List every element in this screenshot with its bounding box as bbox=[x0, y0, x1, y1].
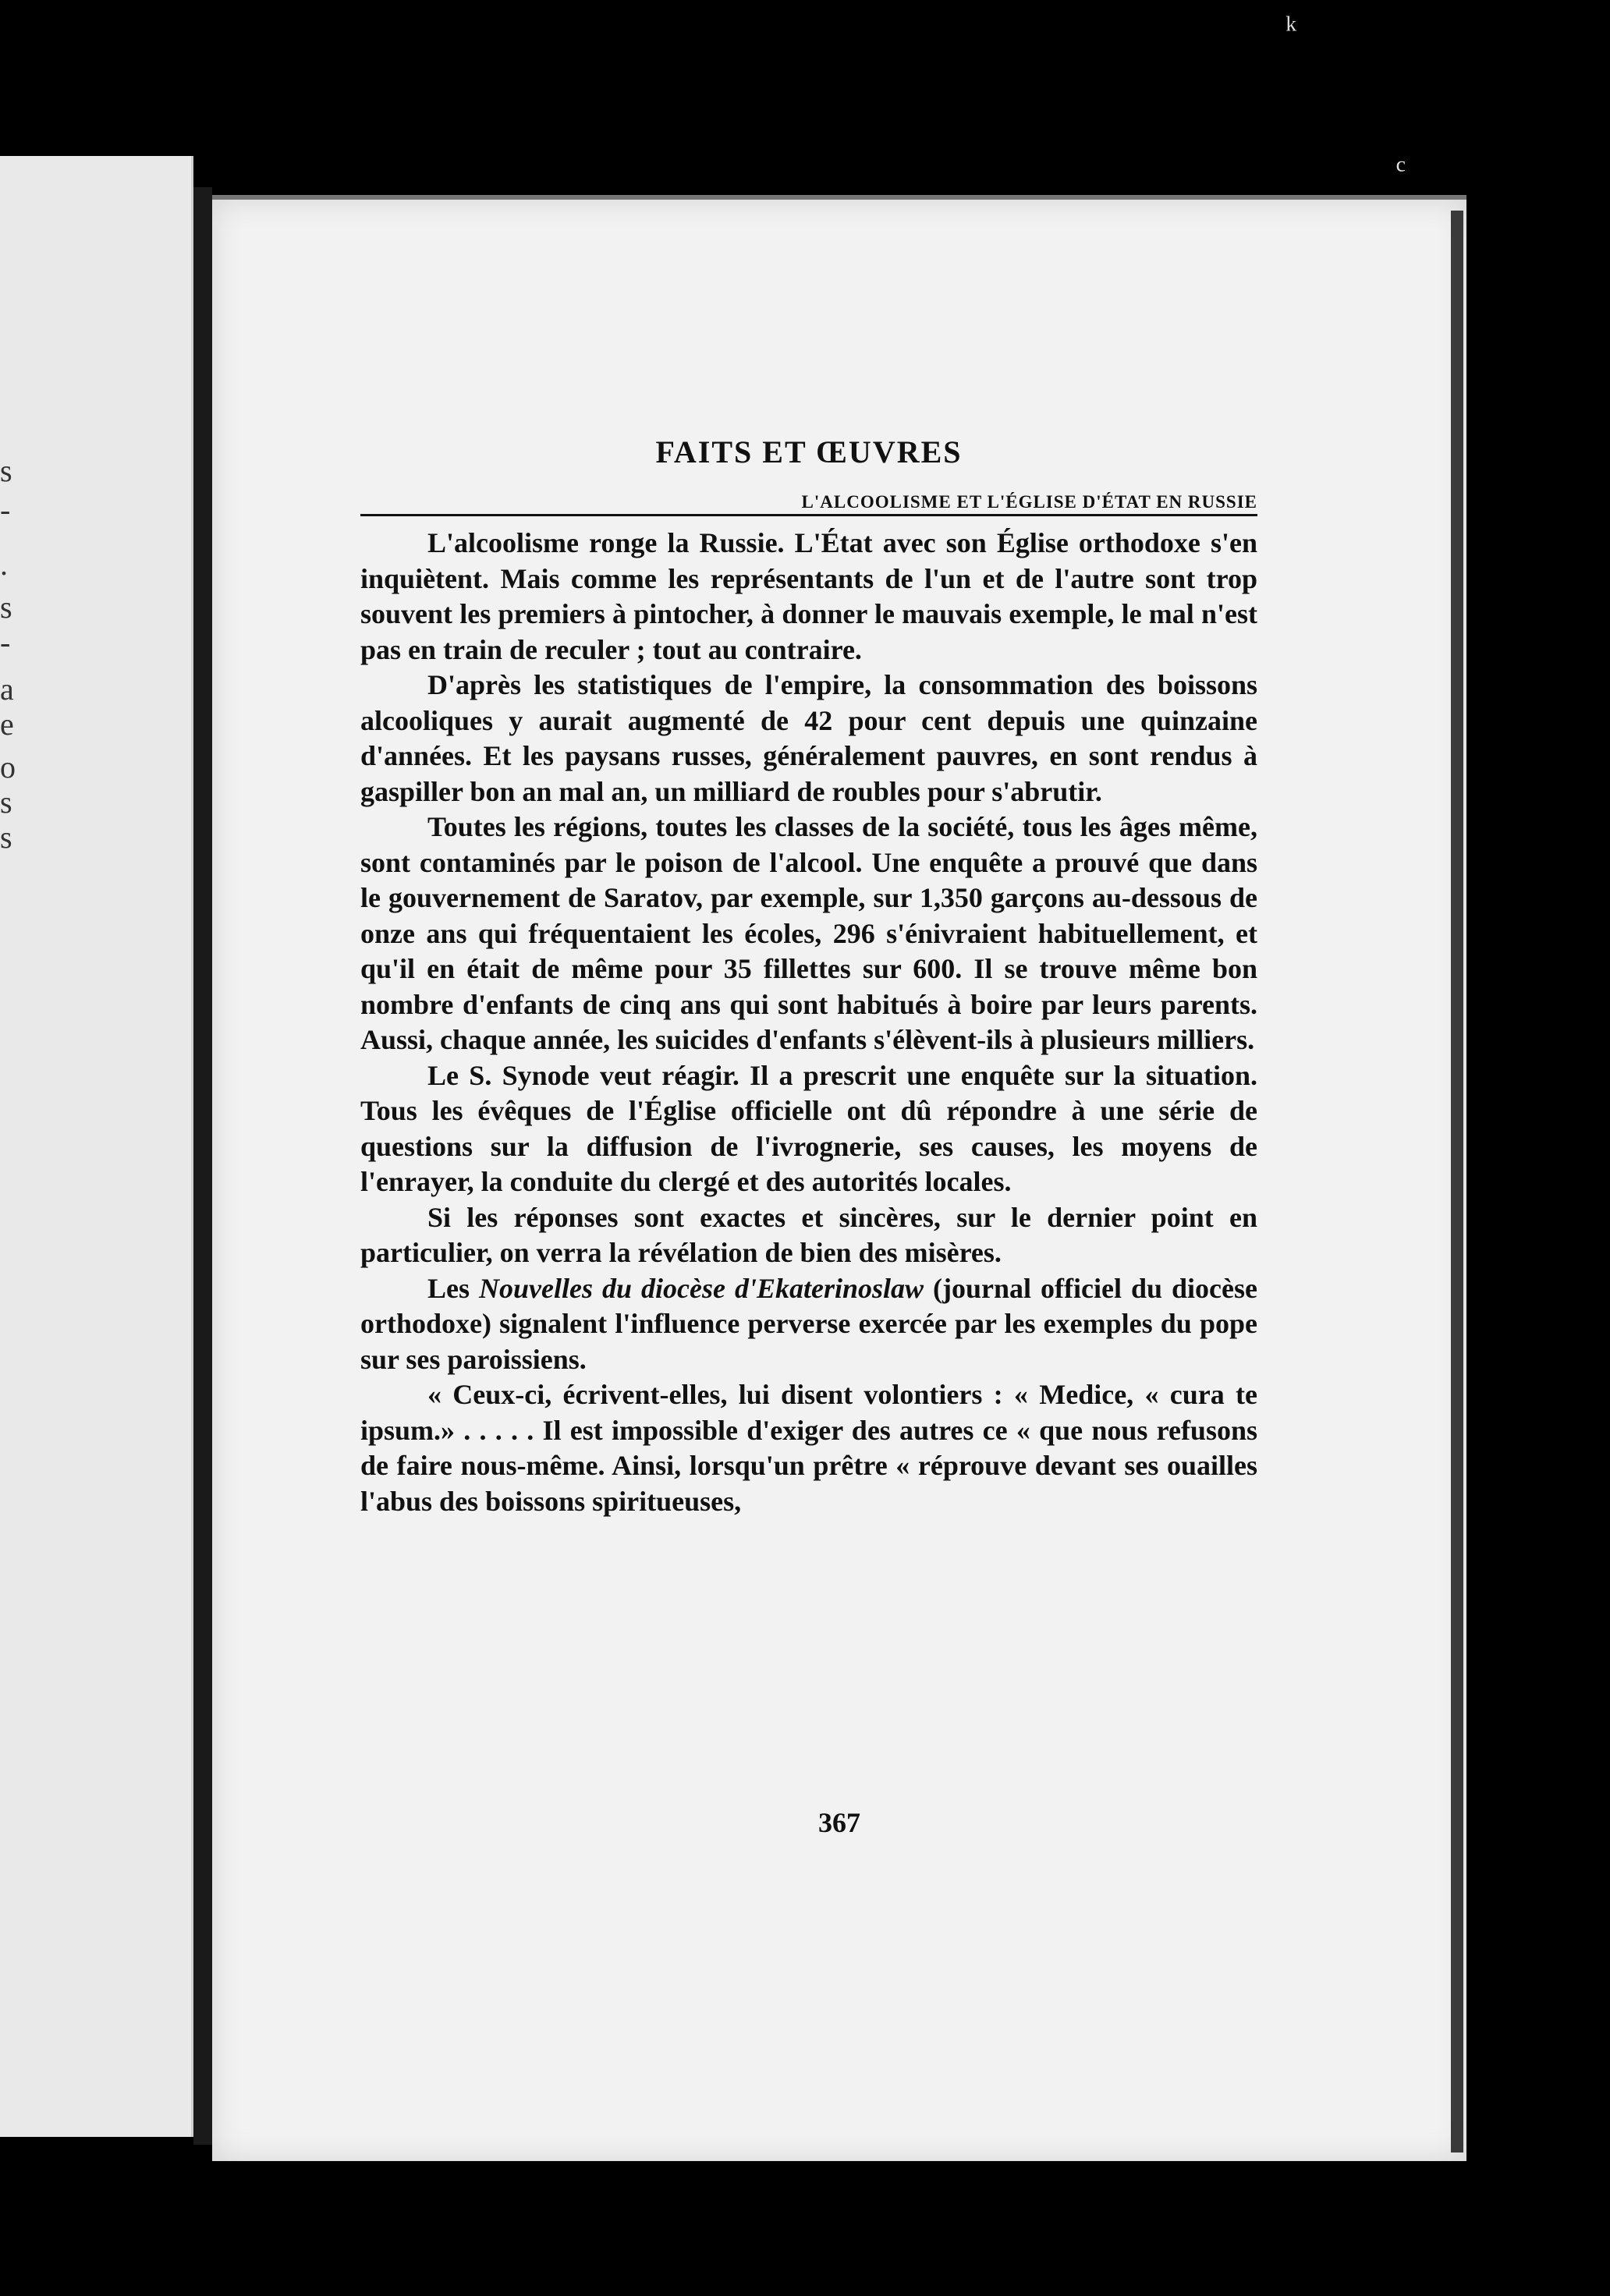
paragraph: Le S. Synode veut réagir. Il a prescrit une enquête sur la situation. Tous les évêques de l'Église officielle ont dû répondre à une série de questions sur la diffusion de l'ivrognerie, ses causes, les moyens de l'enrayer, la conduite du clergé et des autorités locales. bbox=[360, 1059, 1257, 1197]
article-subtitle: L'ALCOOLISME ET L'ÉGLISE D'ÉTAT EN RUSSIE bbox=[360, 492, 1257, 516]
paragraph: D'après les statistiques de l'empire, la consommation des boissons alcooliques y aurait augmenté de 42 pour cent depuis une quinzaine d'années. Et les paysans russes, généralement pauvres, en sont rendus à gaspiller bon an mal an, un milliard de roubles pour s'abrutir. bbox=[360, 669, 1257, 807]
paragraph-rest: (journal officiel du diocèse orthodoxe) signalent l'influence perverse exercée par les exemples du pope sur ses paroissiens. bbox=[360, 1272, 1258, 1375]
journal-title: Nouvelles du diocèse d'Ekaterinoslaw bbox=[479, 1272, 924, 1304]
edge-char: - bbox=[0, 492, 11, 527]
edge-char: a bbox=[0, 671, 14, 707]
edge-char: s bbox=[0, 590, 12, 625]
edge-char: - bbox=[0, 625, 11, 660]
page-right-edge bbox=[1451, 211, 1463, 2152]
page-number: 367 bbox=[818, 1807, 860, 1838]
edge-char: . bbox=[0, 547, 8, 582]
scan-mark: ᵏ bbox=[1286, 9, 1297, 48]
edge-char: s bbox=[0, 785, 12, 820]
previous-page-edge bbox=[0, 156, 193, 2137]
scan-mark: ᶜ bbox=[1396, 149, 1406, 189]
paragraph-nouvelles bbox=[360, 1271, 1257, 1378]
book-page bbox=[212, 195, 1466, 2161]
paragraph: Toutes les régions, toutes les classes de la société, tous les âges même, sont contaminés par le poison de l'alcool. Une enquête a prouvé que dans le gouvernement de Saratov, par exemple, sur 1,350 garçons au-dessous de onze ans qui fréquentaient les écoles, 296 s'énivraient habituellement, et qu'il en était de même pour 35 fillettes sur 600. Il se trouve même bon nombre d'enfants de cinq ans qui sont habitués à boire par leurs parents. Aussi, chaque année, les suicides d'enfants s'élèvent-ils à plusieurs milliers. bbox=[360, 811, 1257, 1055]
edge-char: o bbox=[0, 749, 16, 785]
edge-char: s bbox=[0, 820, 12, 855]
book-gutter bbox=[193, 187, 212, 2145]
paragraph: L'alcoolisme ronge la Russie. L'État avec son Église orthodoxe s'en inquiètent. Mais comme les représentants de l'un et de l'autre sont trop souvent les premiers à pintocher, à donner le mauvais exemple, le mal n'est pas en train de reculer ; tout au contraire. bbox=[360, 527, 1257, 665]
quotation: « Ceux-ci, écrivent-elles, lui disent volontiers : « Medice, « cura te ipsum.» . . . . . Il est impossible d'exiger des autres ce « que nous refusons de faire nous-même. Ainsi, lorsqu'un prêtre « réprouve devant ses ouailles l'abus des boissons spiritueuses, bbox=[360, 1379, 1257, 1517]
edge-char: s bbox=[0, 453, 12, 488]
paragraph: Si les réponses sont exactes et sincères, sur le dernier point en particulier, on verra la révélation de bien des misères. bbox=[360, 1201, 1257, 1268]
paragraph-lead: Les bbox=[427, 1272, 480, 1304]
previous-page-text-edge bbox=[0, 156, 191, 2137]
section-title: FAITS ET ŒUVRES bbox=[655, 434, 963, 469]
edge-char: e bbox=[0, 707, 14, 742]
page-content bbox=[360, 434, 1257, 1519]
